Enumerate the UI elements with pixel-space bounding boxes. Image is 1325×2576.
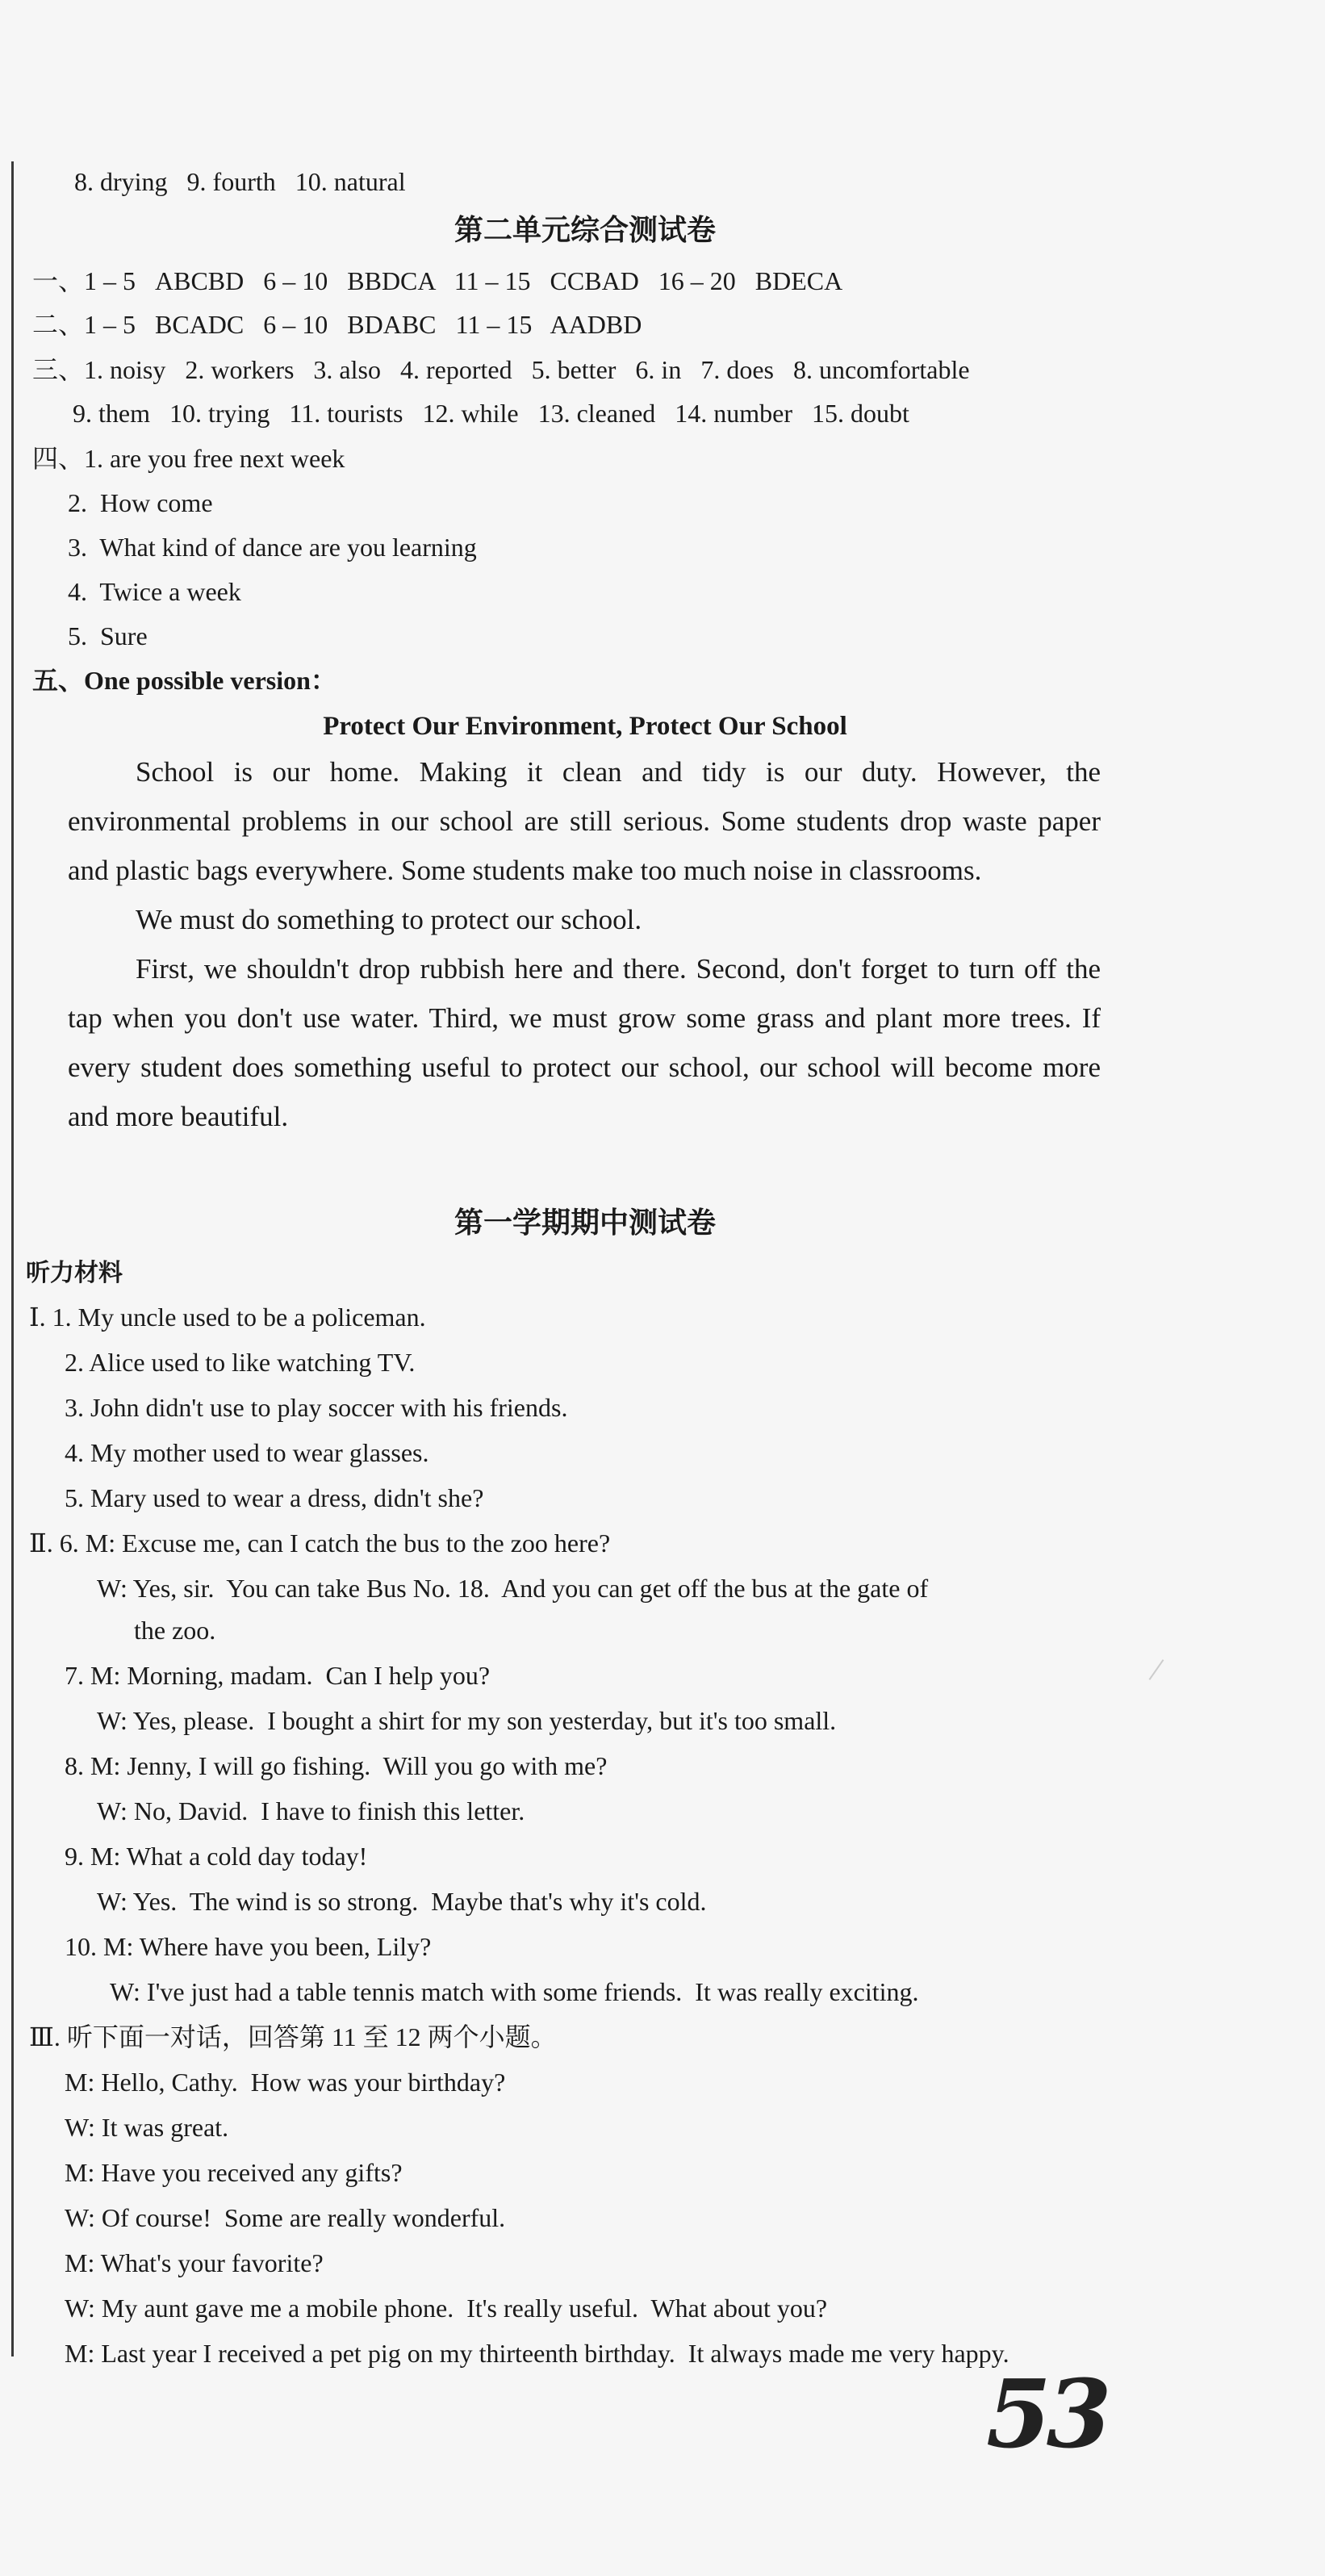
page-number: 53 <box>986 2360 1107 2469</box>
answer-row: 2. How come <box>68 488 213 517</box>
listening-line: W: Yes, please. I bought a shirt for my son yesterday, but it's too small. <box>97 1706 837 1735</box>
listening-line: 10. M: Where have you been, Lily? <box>65 1932 432 1961</box>
essay <box>68 747 1101 1141</box>
listening-line: M: Hello, Cathy. How was your birthday? <box>65 2068 506 2097</box>
listening-line: 9. M: What a cold day today! <box>65 1842 368 1871</box>
listening-line: 4. My mother used to wear glasses. <box>65 1438 429 1467</box>
listening-line: Ⅱ. 6. M: Excuse me, can I catch the bus to the zoo here? <box>29 1528 611 1558</box>
listening-line: W: Yes, sir. You can take Bus No. 18. And you can get off the bus at the gate of <box>97 1574 929 1603</box>
listening-line: 2. Alice used to like watching TV. <box>65 1348 416 1377</box>
listening-line: W: It was great. <box>65 2113 229 2142</box>
listening-line: 8. M: Jenny, I will go fishing. Will you go with me? <box>65 1751 608 1780</box>
essay-title: Protect Our Environment, Protect Our School <box>323 712 847 741</box>
answer-row: 4. Twice a week <box>68 577 241 606</box>
answer-row: 二、1 – 5 BCADC 6 – 10 BDABC 11 – 15 AADBD <box>32 310 642 339</box>
listening-line: 5. Mary used to wear a dress, didn't she? <box>65 1483 484 1512</box>
answer-row: 3. What kind of dance are you learning <box>68 533 477 562</box>
scan-mark <box>1149 1659 1164 1680</box>
essay-paragraph: School is our home. Making it clean and tidy is our duty. However, the environmental problems in our school are still serious. Some students drop waste paper and plastic bags everywhere. Some students make too much noise in classrooms. <box>68 756 1101 886</box>
essay-paragraph: First, we shouldn't drop rubbish here and there. Second, don't forget to turn off the tap when you don't use water. Third, we must grow some grass and plant more trees. If every student does something useful to protect our school, our school will become more and more beautiful. <box>68 953 1101 1132</box>
listening-line: the zoo. <box>134 1616 216 1645</box>
listening-line: W: Of course! Some are really wonderful. <box>65 2203 506 2232</box>
answer-row: 5. Sure <box>68 621 148 650</box>
answer-row: 一、1 – 5 ABCBD 6 – 10 BBDCA 11 – 15 CCBAD 16 – 20 BDECA <box>32 266 843 295</box>
listening-line: Ⅲ. 听下面一对话，回答第 11 至 12 两个小题。 <box>29 2022 557 2051</box>
listening-line: 7. M: Morning, madam. Can I help you? <box>65 1661 491 1690</box>
listening-line: W: I've just had a table tennis match with some friends. It was really exciting. <box>110 1977 919 2006</box>
section-label: 五、One possible version： <box>32 666 336 695</box>
listening-line: M: Last year I received a pet pig on my thirteenth birthday. It always made me very happy. <box>65 2339 1009 2368</box>
listening-line: Ⅰ. 1. My uncle used to be a policeman. <box>29 1303 426 1332</box>
unit2-title: 第二单元综合测试卷 <box>454 214 716 247</box>
answer-row: 三、1. noisy 2. workers 3. also 4. reported 5. better 6. in 7. does 8. uncomfortable <box>32 355 970 384</box>
answer-line-top: 8. drying 9. fourth 10. natural <box>74 167 406 196</box>
listening-line: W: No, David. I have to finish this letter. <box>97 1796 525 1825</box>
listening-label: 听力材料 <box>26 1259 123 1287</box>
listening-line: W: Yes. The wind is so strong. Maybe that's why it's cold. <box>97 1887 707 1916</box>
listening-line: W: My aunt gave me a mobile phone. It's really useful. What about you? <box>65 2294 828 2323</box>
margin-rule <box>11 161 14 2356</box>
essay-paragraph: We must do something to protect our school. <box>136 904 642 935</box>
answer-row: 四、1. are you free next week <box>32 444 345 473</box>
midterm-title: 第一学期期中测试卷 <box>454 1206 716 1240</box>
listening-line: M: What's your favorite? <box>65 2248 324 2277</box>
listening-line: 3. John didn't use to play soccer with his friends. <box>65 1393 568 1422</box>
answer-row: 9. them 10. trying 11. tourists 12. while 13. cleaned 14. number 15. doubt <box>73 399 909 428</box>
listening-line: M: Have you received any gifts? <box>65 2158 403 2187</box>
